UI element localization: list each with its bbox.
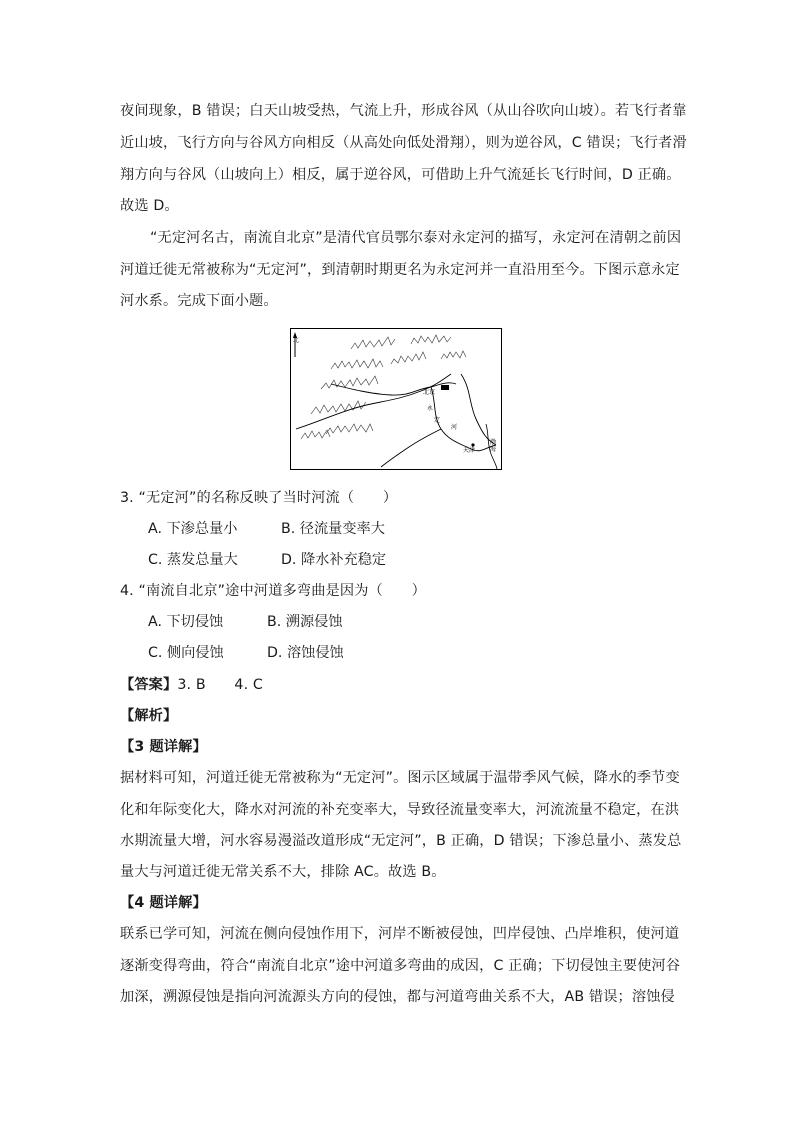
question-3-option-d: D. 降水补充稳定 (281, 552, 387, 568)
question-4-option-d: D. 溶蚀侵蚀 (267, 645, 344, 661)
question-4-option-a: A. 下切侵蚀 (148, 614, 224, 630)
question-4-option-c: C. 侧向侵蚀 (148, 645, 224, 661)
detail-3-line-4: 量大与河道迁徙无常关系不大，排除 AC。故选 B。 (120, 864, 446, 880)
detail-4-line-1: 联系已学可知，河流在侧向侵蚀作用下，河岸不断被侵蚀，凹岸侵蚀、凸岸堆积，使河道 (120, 926, 680, 942)
river-label-yong: 永 (427, 405, 434, 412)
sea-label: 渤海 (490, 439, 497, 453)
paragraph-1-line-4: 故选 D。 (120, 198, 179, 214)
paragraph-2-line-3: 河水系。完成下面小题。 (120, 293, 278, 309)
paragraph-1-line-3: 翔方向与谷风（山坡向上）相反，属于逆谷风，可借助上升气流延长飞行时间，D 正确。 (120, 167, 681, 183)
detail-3-line-1: 据材料可知，河道迁徙无常被称为“无定河”。图示区域属于温带季风气候，降水的季节变 (120, 770, 680, 786)
tianjin-label: 天津 (463, 447, 476, 454)
paragraph-2-line-1: “无定河名古，南流自北京”是清代官员鄂尔泰对永定河的描写，永定河在清朝之前因 (150, 230, 682, 246)
north-label: 北 (293, 337, 300, 344)
detail-4-line-3: 加深，溯源侵蚀是指向河流源头方向的侵蚀，都与河道弯曲关系不大，AB 错误；溶蚀侵 (120, 989, 675, 1005)
question-3-stem: 3. “无定河”的名称反映了当时河流（ ） (120, 490, 398, 506)
answer-label: 【答案】 (120, 677, 178, 693)
yongding-river-map (290, 328, 502, 470)
detail-3-label: 【3 题详解】 (120, 739, 207, 755)
question-3-option-b: B. 径流量变率大 (281, 521, 385, 537)
paragraph-1-line-2: 近山坡，飞行方向与谷风方向相反（从高处向低处滑翔），则为逆谷风，C 错误；飞行者滑 (120, 135, 687, 151)
question-3-option-a: A. 下渗总量小 (148, 521, 238, 537)
detail-4-label: 【4 题详解】 (120, 895, 207, 911)
beijing-label: 北京 (423, 389, 436, 396)
answer-text: 3. B 4. C (177, 677, 263, 693)
river-label-he: 河 (451, 424, 458, 431)
river-label-ding: 定 (434, 417, 441, 424)
question-4-stem: 4. “南流自北京”途中河道多弯曲是因为（ ） (120, 583, 426, 599)
detail-3-line-3: 水期流量大增，河水容易漫溢改道形成“无定河”，B 正确，D 错误；下渗总量小、蒸发总 (120, 833, 682, 849)
analysis-label: 【解析】 (120, 708, 178, 724)
detail-3-line-2: 化和年际变化大，降水对河流的补充变率大，导致径流量变率大，河流流量不稳定，在洪 (120, 802, 680, 818)
paragraph-2-line-2: 河道迁徙无常被称为“无定河”，到清朝时期更名为永定河并一直沿用至今。下图示意永定 (120, 262, 680, 278)
question-4-option-b: B. 溯源侵蚀 (267, 614, 343, 630)
question-3-option-c: C. 蒸发总量大 (148, 552, 238, 568)
detail-4-line-2: 逐渐变得弯曲，符合“南流自北京”途中河道多弯曲的成因，C 正确；下切侵蚀主要使河谷 (120, 958, 681, 974)
answer-line (120, 675, 263, 695)
paragraph-1-line-1: 夜间现象，B 错误；白天山坡受热，气流上升，形成谷风（从山谷吹向山坡）。若飞行者靠 (120, 103, 687, 119)
